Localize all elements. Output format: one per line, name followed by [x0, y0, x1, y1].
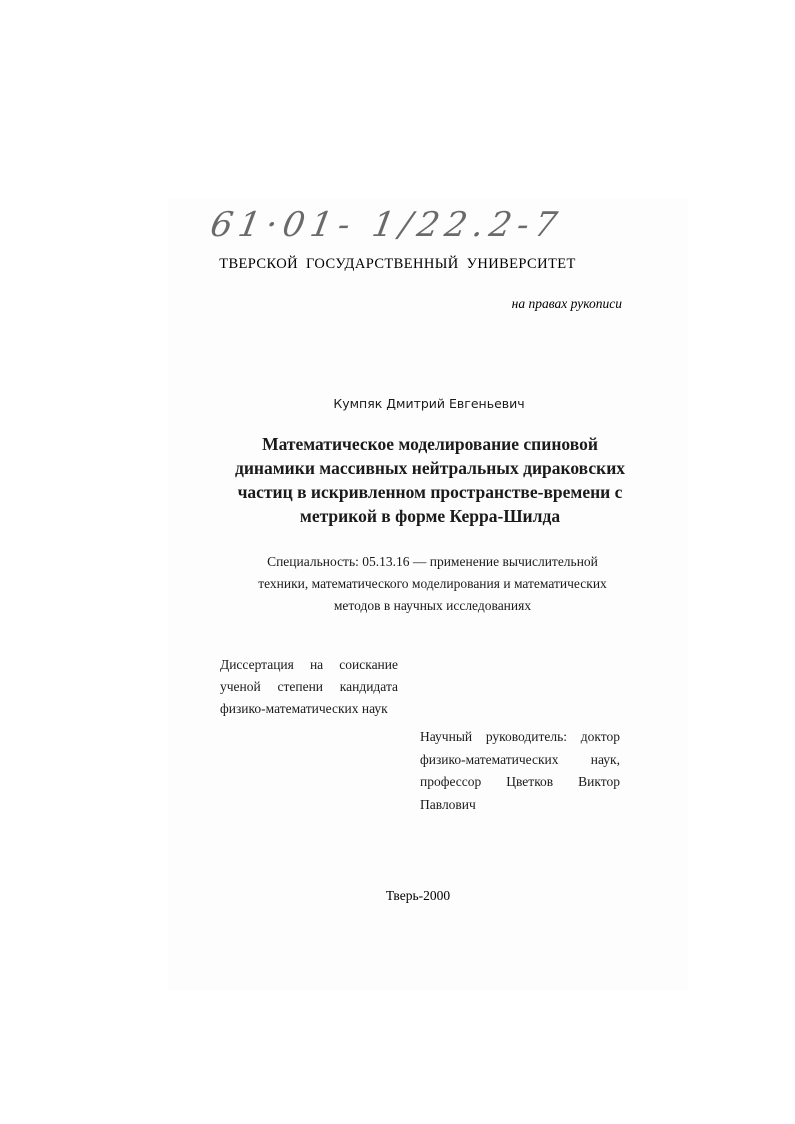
dissertation-title [215, 432, 645, 528]
degree-line: Диссертация на соискание [220, 657, 398, 672]
degree-statement [220, 654, 398, 720]
supervisor-line: Павлович [420, 796, 476, 812]
author-name: Кумпяк Дмитрий Евгеньевич [333, 396, 525, 411]
supervisor-line: физико-математических наук, [420, 751, 620, 767]
title-line: метрикой в форме Керра-Шилда [299, 506, 561, 526]
specialty-block [225, 551, 640, 617]
degree-line: физико-математических наук [220, 701, 388, 716]
handwritten-archive-code: 61·01- 1/22.2-7 [207, 205, 566, 245]
supervisor-block [420, 726, 620, 816]
degree-line: ученой степени кандидата [220, 679, 398, 694]
supervisor-line: Научный руководитель: доктор [420, 729, 620, 744]
specialty-line: техники, математического моделирования и математических [258, 576, 607, 591]
university-name: ТВЕРСКОЙ ГОСУДАРСТВЕННЫЙ УНИВЕРСИТЕТ [219, 256, 576, 272]
manuscript-rights-note: на правах рукописи [511, 296, 622, 311]
place-and-year: Тверь-2000 [385, 888, 451, 903]
title-line: динамики массивных нейтральных дираковских [234, 458, 626, 478]
title-line: частиц в искривленном пространстве-времени с [237, 482, 623, 502]
specialty-line: Специальность: 05.13.16 — применение вычислительной [267, 554, 598, 569]
specialty-line: методов в научных исследованиях [333, 598, 532, 613]
supervisor-line: профессор Цветков Виктор [420, 774, 620, 789]
title-line: Математическое моделирование спиновой [262, 434, 598, 454]
